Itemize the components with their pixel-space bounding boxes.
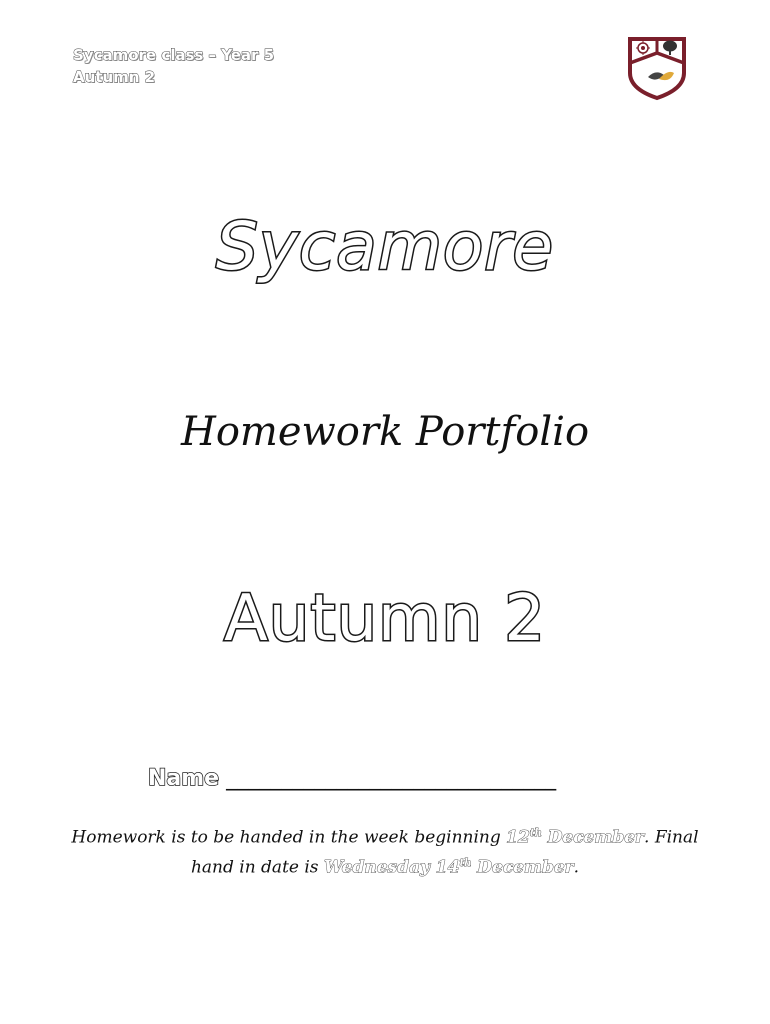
school-crest-icon <box>626 33 688 101</box>
final-date-month: December <box>471 857 574 878</box>
header-class-year: Sycamore class – Year 5 <box>73 46 275 64</box>
homework-instructions <box>60 821 710 880</box>
header-text <box>73 44 274 88</box>
name-blank-line[interactable]: ______________________________ <box>226 766 557 791</box>
deadline-week-day: 12 <box>506 827 530 848</box>
instructions-text-2: . Final hand in date is <box>190 827 699 878</box>
final-date-day: Wednesday 14 <box>323 857 460 878</box>
deadline-week-month: December <box>541 827 645 848</box>
portfolio-subtitle: Homework Portfolio <box>180 409 590 455</box>
name-field[interactable] <box>148 766 556 791</box>
instructions-text-3: . <box>573 857 580 878</box>
header-term: Autumn 2 <box>73 68 156 86</box>
name-label: Name <box>148 766 220 791</box>
instructions-text-1: Homework is to be handed in the week beginning <box>71 827 507 848</box>
deadline-week-suffix: th <box>529 828 542 839</box>
final-date-suffix: th <box>459 857 472 869</box>
portfolio-title: Sycamore <box>215 208 555 285</box>
term-title: Autumn 2 <box>224 582 546 656</box>
